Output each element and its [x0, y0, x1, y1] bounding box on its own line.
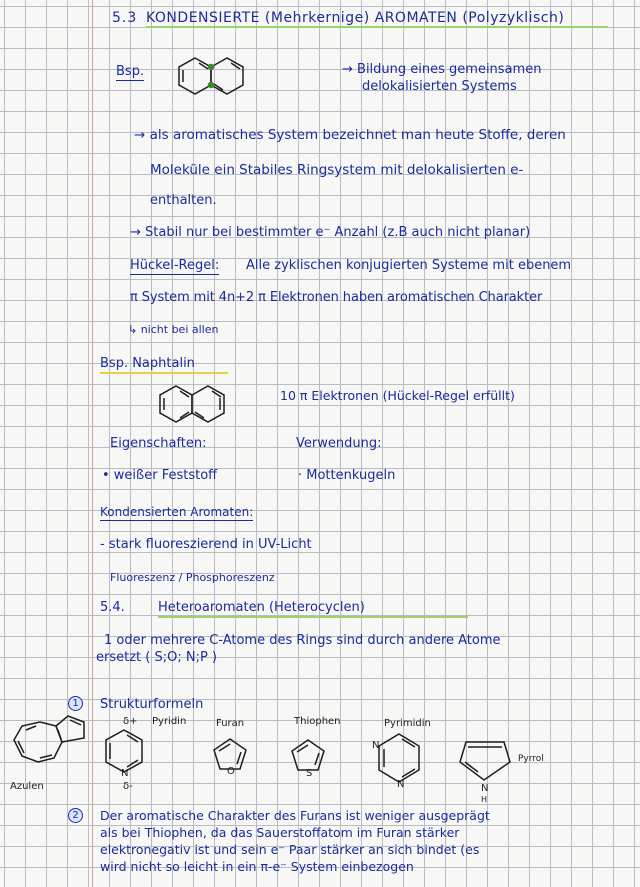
furan-o-atom: O	[227, 766, 235, 777]
hueckel-line3: ↳ nicht bei allen	[128, 323, 219, 336]
marker-1: 1	[68, 696, 83, 711]
pyridin-delta-plus: δ+	[123, 716, 138, 727]
molecule-label-pyrrol: Pyrrol	[518, 754, 544, 764]
thiophen-s-atom: S	[306, 768, 313, 779]
definition-line2: Moleküle ein Stabiles Ringsystem mit delokalisierten e-	[150, 162, 524, 178]
section54-line1: 1 oder mehrere C-Atome des Rings sind durch andere Atome	[104, 633, 501, 648]
marker-2: 2	[68, 808, 83, 823]
furan-note-line2: als bei Thiophen, da das Sauerstoffatom im Furan stärker	[100, 825, 460, 840]
hueckel-line1: Alle zyklischen konjugierten Systeme mit ebenem	[246, 258, 572, 273]
molecule-label-furan: Furan	[216, 718, 245, 729]
hueckel-line2: π System mit 4n+2 π Elektronen haben aromatischen Charakter	[130, 290, 543, 305]
section-number-5-4: 5.4.	[100, 600, 125, 615]
naphthalene-structure	[156, 382, 236, 434]
definition-line4: → Stabil nur bei bestimmter e⁻ Anzahl (z.B auch nicht planar)	[130, 225, 531, 240]
bsp-note-line2: delokalisierten Systems	[362, 79, 517, 94]
definition-line1: → als aromatisches System bezeichnet man heute Stoffe, deren	[134, 127, 566, 143]
pyrrol-n-atom: N	[481, 783, 489, 794]
naphtalin-label: Bsp. Naphtalin	[100, 356, 228, 374]
naphthalene-structure-top	[175, 54, 255, 106]
strukturformeln-label: Strukturformeln	[100, 697, 204, 712]
molecule-label-thiophen: Thiophen	[294, 716, 341, 727]
pyrimidine-structure	[377, 732, 425, 786]
section54-line2: ersetzt ( S;O; N;P )	[96, 650, 217, 665]
eigenschaften-item: • weißer Feststoff	[102, 468, 218, 483]
bsp-label: Bsp.	[116, 64, 145, 79]
hueckel-label: Hückel-Regel:	[130, 258, 220, 273]
furan-note-line3: elektronegativ ist und sein e⁻ Paar stärker an sich bindet (es	[100, 842, 480, 857]
section-number-5-3: 5.3	[112, 10, 138, 26]
pyrimidin-n-atom-1: N	[372, 740, 380, 751]
pyrrol-h-atom: H	[481, 795, 488, 804]
molecule-label-pyrimidin: Pyrimidin	[384, 718, 431, 729]
molecule-label-pyridin: Pyridin	[152, 716, 187, 727]
verwendung-label: Verwendung:	[296, 436, 382, 451]
section-title-5-4: Heteroaromaten (Heterocyclen)	[158, 600, 468, 618]
azulene-structure	[6, 712, 96, 782]
kondensierte-item: - stark fluoreszierend in UV-Licht	[100, 537, 312, 552]
pyrrole-structure	[458, 740, 514, 784]
pyrimidin-n-atom-2: N	[397, 779, 405, 790]
molecule-label-azulen: Azulen	[10, 781, 44, 792]
naphtalin-electrons: 10 π Elektronen (Hückel-Regel erfüllt)	[280, 388, 515, 403]
furan-note-line1: Der aromatische Charakter des Furans ist weniger ausgeprägt	[100, 808, 490, 823]
pyridin-n-atom: N	[121, 768, 129, 779]
kondensierte-label: Kondensierten Aromaten:	[100, 505, 254, 519]
verwendung-item: · Mottenkugeln	[298, 468, 396, 483]
pyridin-delta-minus: δ-	[123, 781, 133, 792]
kondensierte-sub: Fluoreszenz / Phosphoreszenz	[110, 571, 275, 584]
furan-note-line4: wird nicht so leicht in ein π-e⁻ System einbezogen	[100, 859, 414, 874]
definition-line3: enthalten.	[150, 193, 217, 208]
section-title-5-3: KONDENSIERTE (Mehrkernige) AROMATEN (Polyzyklisch)	[146, 10, 608, 28]
eigenschaften-label: Eigenschaften:	[110, 436, 207, 451]
bsp-note-line1: → Bildung eines gemeinsamen	[342, 62, 542, 77]
